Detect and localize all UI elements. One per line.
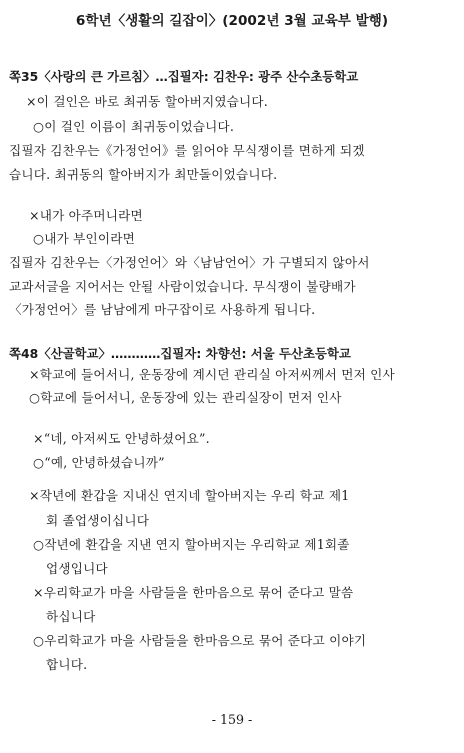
section-header-p35: 쪽35〈사랑의 큰 가르침〉…집필자: 김찬우: 광주 산수초등학교 (9, 69, 359, 84)
text-line: ×학교에 들어서니, 운동장에 계시던 관리실 아저씨께서 먼저 인사 (29, 367, 395, 382)
text-line: ○“예, 안녕하셨습니까” (33, 455, 165, 470)
text-line: ×작년에 환갑을 지내신 연지네 할아버지는 우리 학교 제1 (29, 488, 350, 503)
text-line: ×“네, 아저씨도 안녕하셨어요”. (33, 431, 210, 446)
text-line: 〈가정언어〉를 남남에게 마구잡이로 사용하게 됩니다. (9, 302, 316, 317)
page-number: - 159 - (211, 712, 253, 727)
section-header-p48: 쪽48〈산골학교〉…………집필자: 차향선: 서울 두산초등학교 (9, 346, 351, 361)
document-title: 6학년〈생활의 길잡이〉(2002년 3월 교육부 발행) (75, 13, 389, 29)
text-line: 합니다. (46, 657, 88, 672)
text-line: ×이 걸인은 바로 최귀동 할아버지였습니다. (26, 94, 268, 109)
text-line: ○이 걸인 이름이 최귀동이었습니다. (33, 119, 235, 134)
text-line: ×우리학교가 마을 사람들을 한마음으로 묶어 준다고 말씀 (33, 585, 354, 600)
text-line: 회 졸업생이십니다 (46, 513, 150, 528)
text-line: ○내가 부인이라면 (33, 231, 135, 246)
text-line: 업생입니다 (46, 561, 108, 576)
text-line: 습니다. 최귀동의 할아버지가 최만돌이었습니다. (9, 167, 278, 182)
text-line: ○우리학교가 마을 사람들을 한마음으로 묶어 준다고 이야기 (33, 633, 367, 648)
text-line: 집필자 김찬우는〈가정언어〉와〈남남언어〉가 구별되지 않아서 (9, 255, 370, 270)
text-line: ○작년에 환갑을 지낸 연지 할아버지는 우리학교 제1회졸 (33, 537, 350, 552)
text-line: 집필자 김찬우는《가정언어》를 읽어야 무식쟁이를 면하게 되겠 (9, 143, 365, 158)
text-line: 교과서글을 지어서는 안될 사람이었습니다. 무식쟁이 불량배가 (9, 279, 356, 294)
text-line: ×내가 아주머니라면 (29, 208, 143, 223)
text-line: ○학교에 들어서니, 운동장에 있는 관리실장이 먼저 인사 (29, 390, 342, 405)
text-line: 하십니다 (46, 609, 96, 624)
